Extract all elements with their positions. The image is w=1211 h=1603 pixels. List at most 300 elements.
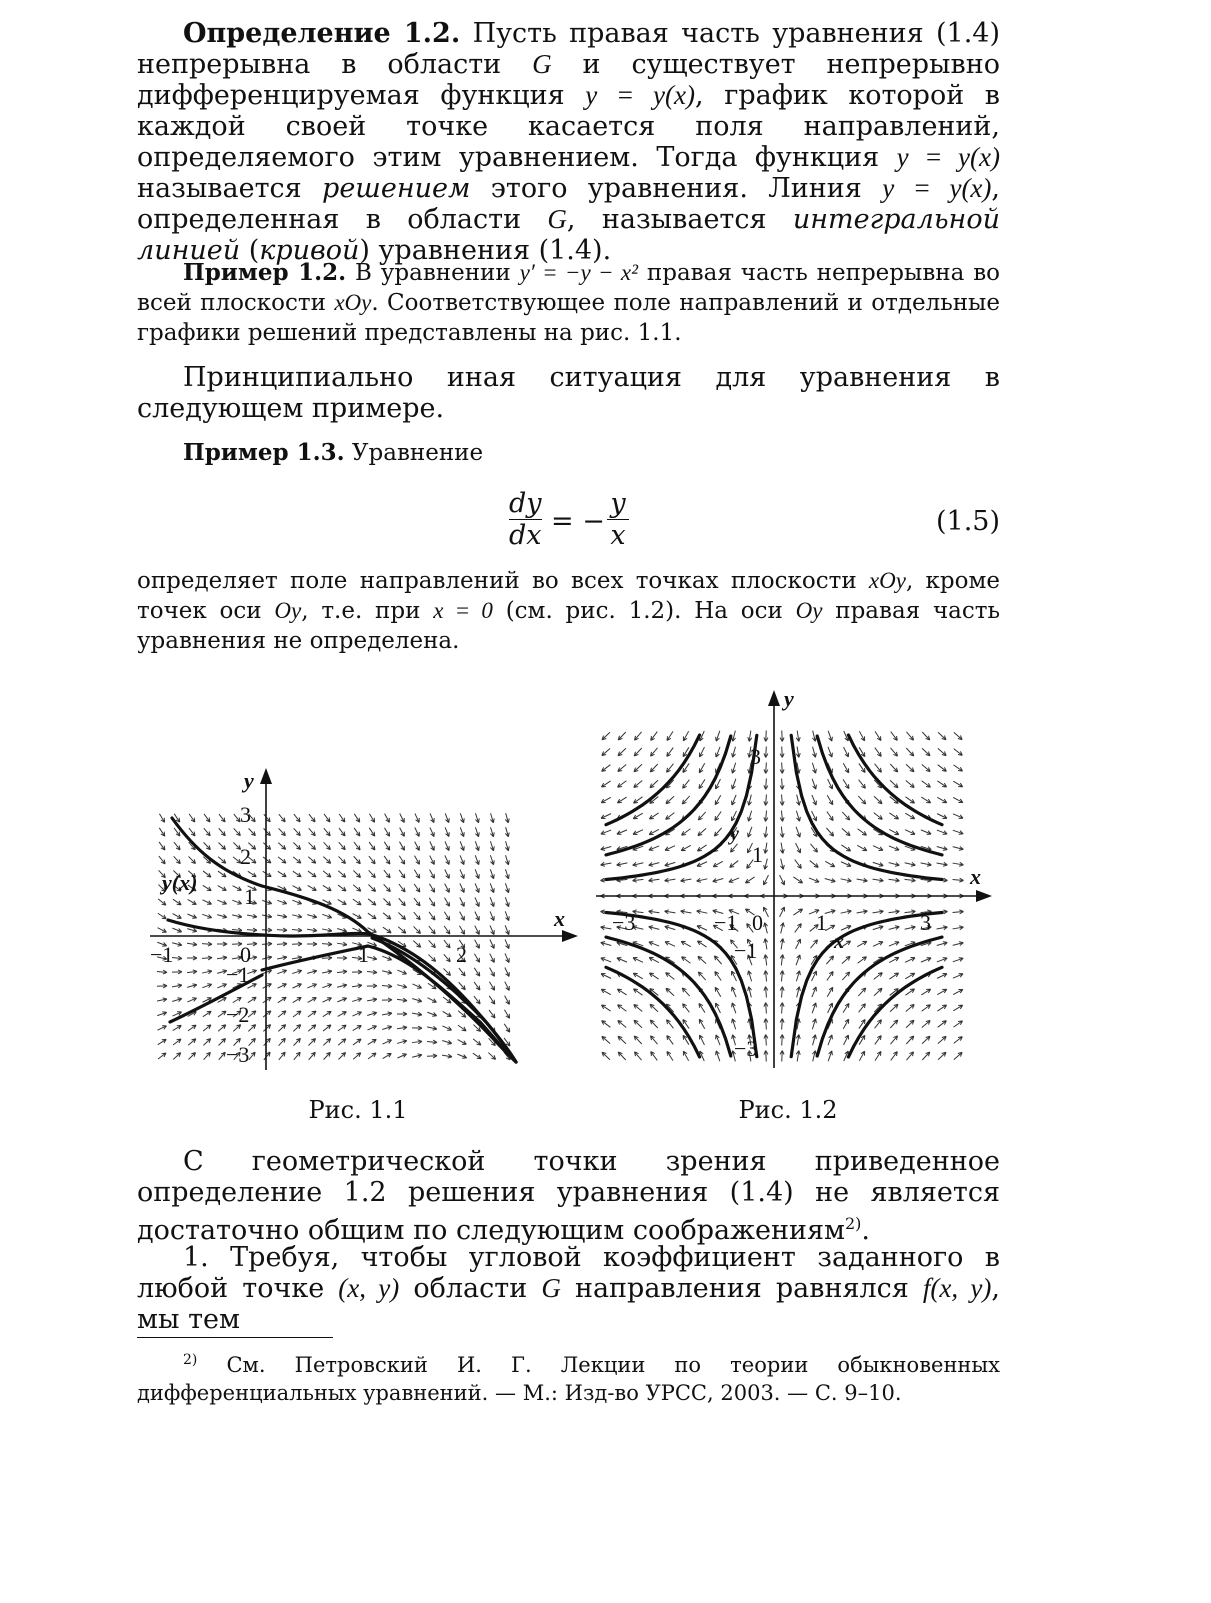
- field-arrow: [308, 1011, 316, 1017]
- field-arrow: [338, 1025, 346, 1031]
- field-arrow: [367, 970, 377, 974]
- field-arrow: [442, 1026, 451, 1030]
- field-arrow: [601, 830, 611, 834]
- field-arrow: [827, 971, 833, 980]
- example-text: правая часть уравнения не определена.: [137, 598, 1001, 654]
- field-arrow: [826, 828, 833, 836]
- y-tick: 1: [244, 884, 255, 909]
- field-arrow: [384, 870, 390, 878]
- definition-text: и существует непрерывно дифференцируемая функция: [137, 49, 1000, 111]
- field-arrow: [716, 747, 720, 757]
- field-arrow: [748, 987, 752, 998]
- field-arrow: [460, 869, 464, 878]
- y-tick: 2: [240, 844, 251, 869]
- field-arrow: [713, 878, 724, 882]
- field-arrow: [324, 814, 330, 822]
- math-G: G: [532, 49, 552, 79]
- field-arrow: [828, 747, 832, 757]
- field-arrow: [382, 1012, 392, 1016]
- field-arrow: [505, 953, 509, 962]
- field-arrow: [617, 958, 627, 963]
- field-arrow: [490, 883, 494, 892]
- term-integral-line: интегральной линией: [137, 204, 1000, 266]
- field-arrow: [697, 910, 708, 914]
- field-arrow: [937, 942, 948, 946]
- field-arrow: [602, 1052, 610, 1060]
- field-arrow: [382, 956, 391, 960]
- field-arrow: [264, 814, 270, 822]
- definition-text: называется: [137, 173, 323, 204]
- field-arrow: [322, 984, 331, 988]
- field-arrow: [293, 997, 302, 1002]
- field-arrow: [490, 813, 494, 823]
- field-arrow: [368, 899, 376, 905]
- field-arrow: [459, 926, 464, 935]
- field-arrow: [601, 797, 611, 802]
- field-arrow: [444, 940, 450, 948]
- field-arrow: [954, 1052, 962, 1059]
- field-arrow: [667, 1020, 674, 1029]
- example-text: определяет поле направлений во всех точках плоскости: [137, 568, 869, 594]
- example-text: В уравнении: [346, 260, 520, 286]
- field-arrow: [412, 1054, 422, 1058]
- field-arrow: [172, 942, 182, 946]
- fraction-dydx: [509, 488, 542, 551]
- field-arrow: [397, 1026, 407, 1030]
- field-arrow: [633, 830, 643, 835]
- field-arrow: [651, 732, 658, 741]
- field-arrow: [382, 998, 392, 1002]
- field-arrow: [458, 1025, 466, 1031]
- field-arrow: [748, 811, 752, 822]
- field-arrow: [634, 989, 643, 995]
- field-arrow: [218, 1038, 225, 1045]
- field-arrow: [665, 878, 676, 882]
- field-arrow: [412, 1040, 422, 1044]
- field-arrow: [262, 956, 272, 960]
- field-arrow: [667, 764, 674, 773]
- field-arrow: [429, 926, 435, 934]
- field-arrow: [427, 1012, 436, 1016]
- math-axis: Oy: [795, 598, 823, 623]
- field-arrow: [649, 910, 660, 914]
- field-arrow: [369, 814, 374, 823]
- field-arrow: [649, 957, 659, 962]
- field-arrow: [906, 989, 915, 995]
- inner-y-label: y: [730, 823, 739, 845]
- field-arrow: [796, 939, 801, 949]
- field-arrow: [322, 942, 332, 946]
- field-arrow: [430, 856, 435, 865]
- field-arrow: [339, 856, 346, 863]
- field-arrow: [383, 913, 391, 919]
- field-arrow: [248, 871, 256, 876]
- field-arrow: [172, 998, 182, 1002]
- field-arrow: [368, 1039, 377, 1044]
- example-text: . Соответствующее поле направлений и отдельные графики решений представлены на рис. 1.1.: [137, 290, 1000, 346]
- field-arrow: [699, 763, 704, 773]
- field-arrow: [505, 939, 509, 948]
- field-arrow: [397, 1012, 407, 1016]
- field-arrow: [505, 813, 509, 823]
- equals-minus: = −: [551, 506, 605, 537]
- field-arrow: [617, 989, 626, 995]
- field-arrow: [634, 1020, 642, 1028]
- field-arrow: [601, 942, 612, 946]
- field-arrow: [338, 1012, 347, 1017]
- definition-paragraph: [137, 18, 1000, 266]
- example-text: правая часть непрерывна во всей плоскости: [137, 260, 1000, 316]
- field-arrow: [490, 954, 495, 963]
- x-axis-arrow: [562, 930, 578, 942]
- field-arrow: [665, 926, 676, 930]
- field-arrow: [323, 998, 332, 1002]
- field-arrow: [764, 827, 768, 838]
- field-arrow: [602, 1021, 611, 1028]
- field-arrow: [354, 814, 359, 822]
- example-text: , т.е. при: [301, 598, 434, 624]
- field-arrow: [203, 1025, 211, 1031]
- field-arrow: [617, 830, 627, 835]
- field-arrow: [665, 942, 675, 947]
- field-arrow: [812, 1035, 816, 1046]
- field-arrow: [249, 1052, 255, 1060]
- field-arrow: [730, 844, 737, 852]
- field-arrow: [247, 928, 257, 932]
- field-arrow: [601, 1005, 610, 1011]
- field-arrow: [618, 1020, 626, 1027]
- field-arrow: [780, 875, 785, 885]
- field-arrow: [697, 941, 706, 947]
- definition-label: Определение 1.2.: [183, 18, 461, 49]
- field-arrow: [202, 984, 211, 988]
- field-arrow: [352, 984, 362, 988]
- field-arrow: [263, 1011, 271, 1017]
- field-arrow: [324, 842, 331, 849]
- field-arrow: [158, 1039, 166, 1044]
- field-arrow: [354, 856, 361, 863]
- x-tick: −1: [150, 942, 174, 967]
- field-arrow: [601, 926, 612, 930]
- field-arrow: [889, 957, 899, 962]
- field-arrow: [337, 942, 347, 946]
- field-arrow: [278, 843, 285, 850]
- field-arrow: [338, 1039, 346, 1045]
- solution-curve: [848, 967, 942, 1057]
- field-arrow: [649, 846, 659, 850]
- formula-1-5: [137, 488, 1000, 558]
- y-axis-arrow: [768, 690, 780, 706]
- y-tick: 1: [752, 842, 763, 867]
- field-arrow: [842, 956, 850, 963]
- field-arrow: [921, 862, 932, 866]
- field-arrow: [891, 732, 898, 741]
- field-arrow: [384, 842, 389, 850]
- field-arrow: [383, 1053, 392, 1058]
- field-arrow: [938, 1052, 946, 1060]
- field-arrow: [262, 928, 272, 932]
- field-arrow: [382, 1026, 392, 1030]
- field-arrow: [158, 928, 167, 933]
- field-arrow: [504, 1024, 509, 1032]
- field-arrow: [953, 1021, 962, 1027]
- field-arrow: [264, 1038, 271, 1045]
- field-arrow: [445, 898, 450, 907]
- field-arrow: [697, 845, 706, 851]
- y-tick: −1: [734, 938, 758, 963]
- field-arrow: [634, 1036, 642, 1044]
- field-arrow: [841, 878, 852, 882]
- field-arrow: [157, 1026, 166, 1030]
- field-arrow: [633, 878, 644, 882]
- field-arrow: [922, 1005, 931, 1012]
- field-arrow: [873, 926, 884, 930]
- field-arrow: [937, 781, 946, 787]
- field-arrow: [859, 780, 866, 789]
- field-arrow: [890, 1020, 898, 1028]
- solution-curve: [791, 735, 942, 879]
- paragraph-text: 1. Требуя, чтобы угловой коэффициент заданного в любой точке: [137, 1242, 1000, 1304]
- field-arrow: [505, 897, 509, 906]
- field-arrow: [188, 1039, 196, 1045]
- math-plane: xOy: [868, 568, 906, 593]
- field-arrow: [383, 899, 390, 906]
- field-arrow: [938, 765, 947, 772]
- field-arrow: [843, 1019, 848, 1029]
- field-arrow: [277, 900, 286, 904]
- field-arrow: [601, 974, 611, 979]
- field-arrow: [683, 731, 688, 741]
- field-arrow: [922, 764, 930, 771]
- field-arrow: [937, 814, 947, 819]
- field-arrow: [203, 885, 211, 890]
- field-arrow: [292, 984, 301, 988]
- field-arrow: [748, 795, 752, 806]
- field-arrow: [906, 1036, 914, 1044]
- field-arrow: [474, 954, 479, 963]
- field-arrow: [322, 914, 331, 918]
- field-arrow: [700, 747, 705, 757]
- field-arrow: [489, 996, 495, 1004]
- field-arrow: [397, 984, 407, 988]
- curve-label: y(x): [162, 870, 198, 895]
- field-arrow: [937, 797, 947, 802]
- field-arrow: [443, 1011, 452, 1016]
- field-arrow: [857, 845, 867, 850]
- field-arrow: [429, 940, 436, 947]
- field-arrow: [905, 958, 915, 963]
- field-arrow: [764, 763, 768, 774]
- field-arrow: [937, 926, 948, 930]
- field-arrow: [906, 781, 914, 788]
- field-arrow: [841, 910, 852, 914]
- field-arrow: [683, 1004, 690, 1013]
- field-arrow: [780, 907, 785, 917]
- field-arrow: [324, 828, 330, 836]
- field-arrow: [842, 812, 849, 820]
- example-1-3-paragraph: [137, 566, 1000, 656]
- field-arrow: [764, 779, 768, 790]
- field-arrow: [698, 812, 705, 820]
- field-arrow: [922, 781, 931, 788]
- field-arrow: [826, 956, 833, 964]
- field-arrow: [473, 1039, 481, 1045]
- field-arrow: [601, 846, 612, 850]
- field-arrow: [474, 996, 480, 1004]
- field-arrow: [905, 878, 916, 882]
- field-arrow: [873, 942, 883, 947]
- field-arrow: [905, 813, 914, 819]
- field-arrow: [187, 984, 197, 988]
- field-arrow: [203, 1039, 210, 1046]
- field-arrow: [681, 845, 691, 850]
- field-arrow: [157, 970, 167, 974]
- paren: ): [359, 235, 370, 266]
- example-text: , кроме точек оси: [137, 568, 1000, 624]
- field-arrow: [905, 926, 916, 930]
- field-arrow: [475, 926, 480, 935]
- field-arrow: [189, 814, 195, 822]
- figure-1-1-caption: Рис. 1.1: [308, 1096, 408, 1124]
- field-arrow: [682, 988, 689, 996]
- field-arrow: [954, 749, 963, 756]
- field-arrow: [764, 1035, 768, 1046]
- field-arrow: [764, 747, 768, 758]
- field-arrow: [383, 927, 391, 933]
- math-yyx: y = y(x): [585, 80, 695, 110]
- field-arrow: [442, 1040, 452, 1044]
- field-arrow: [490, 855, 494, 864]
- field-arrow: [780, 1003, 784, 1014]
- field-arrow: [174, 856, 181, 863]
- field-arrow: [700, 1035, 705, 1045]
- example-1-2-paragraph: [137, 258, 1000, 348]
- field-arrow: [488, 1053, 495, 1060]
- field-arrow: [352, 928, 361, 932]
- field-arrow: [187, 956, 197, 960]
- field-arrow: [490, 897, 494, 906]
- field-arrow: [385, 814, 390, 823]
- field-arrow: [858, 829, 867, 835]
- field-arrow: [490, 939, 494, 948]
- field-arrow: [875, 1051, 881, 1060]
- field-arrow: [793, 909, 802, 915]
- field-arrow: [890, 780, 898, 788]
- field-arrow: [796, 955, 800, 965]
- inner-x-label: x: [834, 931, 844, 953]
- field-arrow: [875, 1020, 882, 1029]
- field-arrow: [473, 1053, 481, 1059]
- field-arrow: [369, 856, 375, 864]
- field-arrow: [400, 814, 404, 823]
- field-arrow: [474, 982, 480, 990]
- field-arrow: [475, 869, 479, 878]
- field-arrow: [414, 912, 420, 920]
- field-arrow: [601, 862, 612, 866]
- math-G: G: [547, 204, 567, 234]
- field-arrow: [218, 1011, 226, 1017]
- field-arrow: [859, 1051, 864, 1061]
- field-arrow: [412, 1026, 422, 1030]
- x-tick: −3: [612, 910, 636, 935]
- field-arrow: [810, 940, 817, 948]
- field-arrow: [399, 884, 405, 892]
- field-arrow: [873, 846, 883, 851]
- field-arrow: [634, 1052, 641, 1060]
- field-arrow: [764, 1019, 768, 1030]
- field-arrow: [666, 813, 675, 820]
- field-arrow: [157, 984, 167, 988]
- field-arrow: [204, 1052, 211, 1059]
- field-arrow: [681, 878, 692, 882]
- field-arrow: [158, 899, 166, 905]
- definition-text: Пусть правая часть уравнения (1.4) непрерывна в области: [137, 18, 1000, 80]
- field-arrow: [367, 984, 377, 988]
- field-arrow: [429, 898, 435, 906]
- field-arrow: [649, 829, 659, 834]
- field-arrow: [337, 984, 347, 988]
- field-arrow: [715, 971, 721, 980]
- field-arrow: [666, 973, 675, 980]
- field-arrow: [618, 781, 627, 788]
- field-arrow: [354, 842, 360, 850]
- field-arrow: [444, 954, 451, 962]
- field-arrow: [475, 841, 479, 850]
- field-arrow: [682, 957, 691, 963]
- field-arrow: [399, 842, 404, 851]
- field-arrow: [158, 913, 166, 919]
- field-arrow: [293, 886, 302, 891]
- field-arrow: [490, 841, 494, 851]
- field-arrow: [827, 795, 833, 805]
- field-arrow: [444, 926, 450, 934]
- field-arrow: [666, 796, 674, 803]
- field-arrow: [906, 1020, 914, 1028]
- field-arrow: [889, 973, 898, 979]
- field-arrow: [842, 972, 849, 980]
- field-arrow: [714, 956, 721, 964]
- field-arrow: [873, 910, 884, 914]
- field-arrow: [634, 732, 641, 740]
- field-arrow: [843, 763, 848, 773]
- field-arrow: [780, 827, 784, 838]
- field-arrow: [323, 857, 330, 864]
- field-arrow: [158, 1053, 166, 1059]
- field-arrow: [414, 870, 419, 878]
- field-arrow: [308, 1025, 316, 1031]
- field-arrow: [827, 987, 833, 997]
- footnote-mark: 2): [183, 1352, 198, 1368]
- field-arrow: [953, 910, 964, 914]
- field-arrow: [698, 956, 706, 963]
- field-arrow: [339, 814, 345, 822]
- field-arrow: [828, 1003, 833, 1013]
- field-arrow: [938, 1021, 947, 1028]
- field-arrow: [294, 1038, 301, 1045]
- field-arrow: [697, 878, 708, 882]
- figure-1-2-caption: Рис. 1.2: [738, 1096, 838, 1124]
- field-arrow: [159, 828, 164, 836]
- solution-curve: [606, 967, 700, 1057]
- paragraph-text: области: [399, 1273, 542, 1304]
- field-arrow: [699, 779, 705, 788]
- y-tick: 3: [750, 744, 761, 769]
- field-arrow: [263, 843, 270, 850]
- field-arrow: [875, 748, 881, 757]
- field-arrow: [602, 1036, 610, 1043]
- field-arrow: [953, 926, 964, 930]
- denominator: x: [610, 520, 626, 551]
